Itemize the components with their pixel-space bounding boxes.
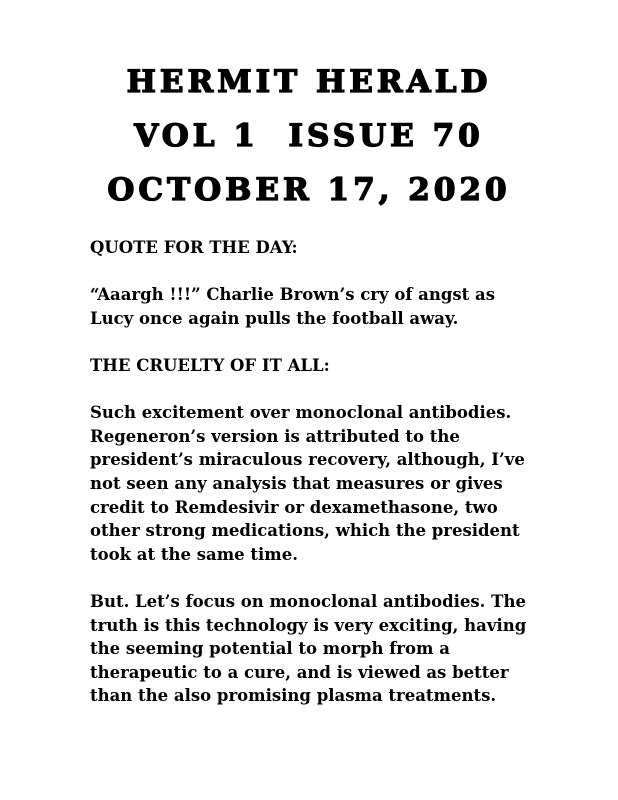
section-heading-the-cruelty-of-it-all: THE CRUELTY OF IT ALL:: [90, 355, 330, 375]
newsletter-title: HERMIT HERALD: [126, 64, 492, 100]
article-body: [90, 236, 542, 708]
volume-issue-line: VOL 1 ISSUE 70: [134, 118, 484, 154]
body-paragraph-monoclonal-focus: But. Let’s focus on monoclonal antibodies. The truth is this technology is very exciting, having the seeming potential to morph from a therapeutic to a cure, and is viewed as better than the also promising plasma treatments.: [90, 591, 527, 706]
issue-date-line: OCTOBER 17, 2020: [107, 172, 511, 208]
body-paragraph-monoclonal-excitement: Such excitement over monoclonal antibodies. Regeneron’s version is attributed to the president’s miraculous recovery, although, I’ve not seen any analysis that measures or gives credit to Remdesivir or dexamethasone, two other strong medications, which the president took at the same time.: [90, 403, 525, 564]
section-heading-quote-for-the-day: QUOTE FOR THE DAY:: [90, 238, 298, 257]
masthead: [0, 0, 618, 206]
quote-paragraph: “Aaargh !!!” Charlie Brown’s cry of angst as Lucy once again pulls the football away.: [90, 285, 496, 328]
